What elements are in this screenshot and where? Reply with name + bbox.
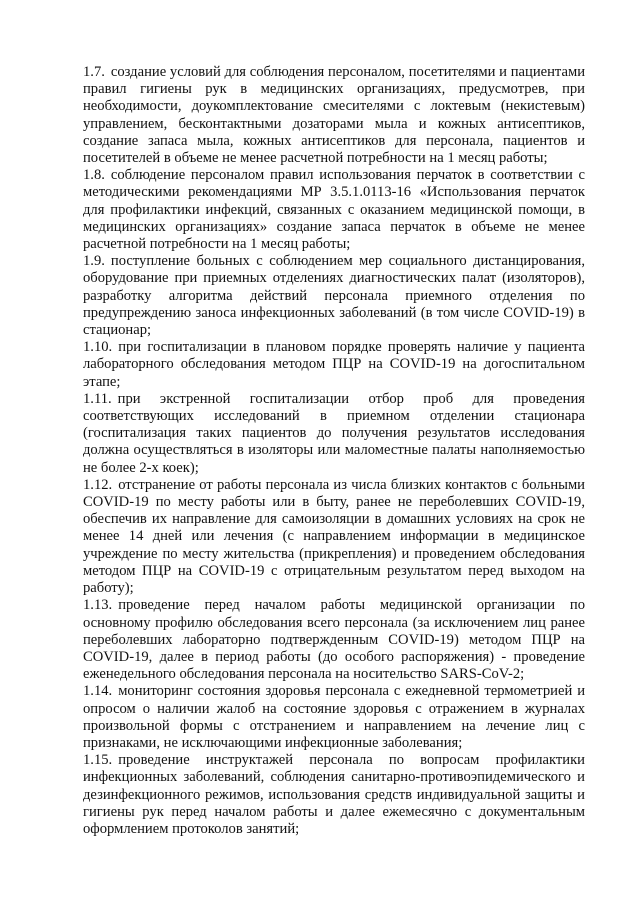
item-number: 1.12.: [83, 476, 113, 493]
list-item-1-8: [83, 167, 585, 253]
item-text: при госпитализации в плановом порядке проверять наличие у пациента лабораторного обследования методом ПЦР на COVID-19 на догоспитальном этапе;: [83, 339, 585, 390]
item-text: отстранение от работы персонала из числа близких контактов с больными COVID-19 по месту работы или в быту, ранее не переболевших COVID-19, обеспечив их направление для самоизоляции в домашних условиях на срок не менее 14 дней или лечения (с направлением информации в медицинское учреждение по месту жительства (прикрепления) и проведением обследования методом ПЦР на COVID-19 с отрицательным результатом перед выходом на работу);: [83, 476, 585, 597]
item-text: мониторинг состояния здоровья персонала с ежедневной термометрией и опросом о наличии жалоб на состояние здоровья с отражением в журналах произвольной формы с отстранением и направлением на лечение лиц с признаками, не исключающими инфекционные заболевания;: [83, 683, 585, 751]
list-item-1-13: [83, 597, 585, 683]
item-text: при экстренной госпитализации отбор проб для проведения соответствующих исследований в приемном отделении стационара (госпитализация таких пациентов до получения результатов исследования должна осуществляться в изоляторы или маломестные палаты наполняемостью не более 2-х коек);: [83, 390, 585, 476]
item-number: 1.13.: [83, 597, 113, 614]
list-item-1-12: [83, 477, 585, 597]
list-item-1-10: [83, 339, 585, 391]
list-item-1-7: [83, 64, 585, 167]
list-item-1-9: [83, 253, 585, 339]
item-text: соблюдение персоналом правил использования перчаток в соответствии с методическими рекомендациями МР 3.5.1.0113-16 «Использования перчаток для профилактики инфекций, связанных с оказанием медицинской помощи, в медицинских организациях» создание запаса перчаток в объеме не менее расчетной потребности на 1 месяц работы;: [83, 167, 585, 253]
item-number: 1.8.: [83, 167, 105, 184]
item-number: 1.9.: [83, 253, 105, 270]
item-text: проведение перед началом работы медицинской организации по основному профилю обследования всего персонала (за исключением лиц ранее переболевших лабораторно подтвержденным COVID-19) методом ПЦР на COVID-19, далее в период работы (до особого распоряжения) - проведение еженедельного обследования персонала на носительство SARS-CoV-2;: [83, 597, 585, 683]
list-item-1-11: [83, 391, 585, 477]
item-number: 1.14.: [83, 683, 113, 700]
item-number: 1.7.: [83, 64, 105, 80]
list-item-1-14: [83, 683, 585, 752]
item-number: 1.15.: [83, 752, 113, 769]
item-text: проведение инструктажей персонала по вопросам профилактики инфекционных заболеваний, соблюдения санитарно-противоэпидемического и дезинфекционного режимов, использования средств индивидуальной защиты и гигиены рук перед началом работы и далее ежемесячно с документальным оформлением протоколов занятий;: [83, 752, 585, 837]
item-number: 1.11.: [83, 390, 112, 407]
item-text: создание условий для соблюдения персоналом, посетителями и пациентами правил гигиены рук в медицинских организациях, предусмотрев, при необходимости, доукомплектование смесителями с локтевым (некистевым) управлением, бесконтактными дозаторами мыла и кожных антисептиков, создание запаса мыла, кожных антисептиков для персонала, пациентов и посетителей в объеме не менее расчетной потребности на 1 месяц работы;: [83, 64, 585, 167]
item-text: поступление больных с соблюдением мер социального дистанцирования, оборудование при приемных отделениях диагностических палат (изоляторов), разработку алгоритма действий персонала приемного отделения по предупреждению заноса инфекционных заболеваний (в том числе COVID-19) в стационар;: [83, 253, 585, 339]
document-page: [83, 64, 585, 838]
list-item-1-15: [83, 752, 585, 838]
item-number: 1.10.: [83, 339, 113, 356]
